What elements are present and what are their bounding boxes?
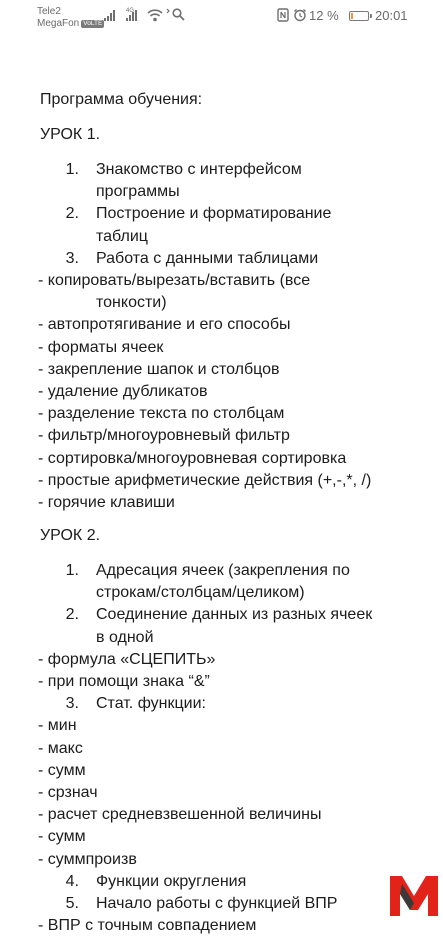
dash-list-item: - срзнач <box>38 784 98 801</box>
volte-badge: VoLTE <box>83 20 103 27</box>
numbered-list-item: Функции округления <box>96 872 247 890</box>
dash-list-item: - закрепление шапок и столбцов <box>38 360 280 378</box>
list-number: 4. <box>65 872 79 890</box>
list-number: 5. <box>65 895 79 912</box>
lesson-heading: УРОК 2. <box>40 527 101 544</box>
list-number: 3. <box>65 695 79 713</box>
wifi-icon <box>147 8 163 22</box>
numbered-list-item: программы <box>96 183 180 201</box>
lesson-heading: УРОК 1. <box>40 126 101 143</box>
signal-icon <box>104 10 116 21</box>
alarm-icon <box>293 8 307 22</box>
dash-list-item: - формула «СЦЕПИТЬ» <box>38 650 216 668</box>
list-number: 2. <box>65 606 79 624</box>
dash-list-item: тонкости) <box>96 294 167 312</box>
dash-list-item: - при помощи знака “&” <box>38 673 210 690</box>
dash-list-item: - простые арифметические действия (+,-,*, /) <box>38 471 372 489</box>
dash-list-item: - горячие клавиши <box>38 494 175 511</box>
status-bar <box>0 0 443 34</box>
network-type-label: 4G <box>126 8 135 14</box>
dash-list-item: - разделение текста по столбцам <box>38 405 285 423</box>
dash-list-item: - ВПР с точным совпадением <box>38 917 257 935</box>
dash-list-item: - удаление дубликатов <box>38 383 208 400</box>
letter-m-logo-icon <box>388 872 440 918</box>
numbered-list-item: Адресация ячеек (закрепления по <box>96 562 350 579</box>
list-number: 1. <box>65 161 79 178</box>
document-title: Программа обучения: <box>40 91 203 108</box>
numbered-list-item: строкам/столбцам/целиком) <box>96 584 305 602</box>
battery-icon <box>349 11 369 21</box>
carrier-2-name: MegaFon <box>37 18 80 29</box>
numbered-list-item: таблиц <box>96 227 148 245</box>
dash-list-item: - макс <box>38 739 83 757</box>
numbered-list-item: Знакомство с интерфейсом <box>96 161 302 178</box>
list-number: 2. <box>65 205 79 223</box>
list-number: 1. <box>65 562 79 579</box>
dash-list-item: - сортировка/многоуровневая сортировка <box>38 449 347 467</box>
dash-list-item: - мин <box>38 717 77 735</box>
dash-list-item: - расчет средневзвешенной величины <box>38 806 322 824</box>
dash-list-item: - копировать/вырезать/вставить (все <box>38 272 311 289</box>
numbered-list-item: Построение и форматирование <box>96 205 332 223</box>
dash-list-item: - сумм <box>38 828 86 846</box>
numbered-list-item: в одной <box>96 628 154 646</box>
dash-list-item: - сумм <box>38 761 86 779</box>
numbered-list-item: Соединение данных из разных ячеек <box>96 606 373 624</box>
dash-list-item: - форматы ячеек <box>38 338 164 356</box>
list-number: 3. <box>65 249 79 267</box>
carrier-1-label: Tele2 <box>37 6 61 17</box>
carrier-2-label <box>37 18 104 29</box>
dash-list-item: - суммпроизв <box>38 850 137 868</box>
dash-list-item: - автопротягивание и его способы <box>38 316 291 334</box>
nfc-icon <box>277 8 289 22</box>
search-icon <box>172 8 185 21</box>
numbered-list-item: Начало работы с функцией ВПР <box>96 895 338 912</box>
numbered-list-item: Стат. функции: <box>96 695 206 713</box>
clock: 20:01 <box>375 8 408 23</box>
battery-percent: 12 % <box>309 8 339 23</box>
dash-list-item: - фильтр/многоуровневый фильтр <box>38 427 290 445</box>
numbered-list-item: Работа с данными таблицами <box>96 249 319 267</box>
